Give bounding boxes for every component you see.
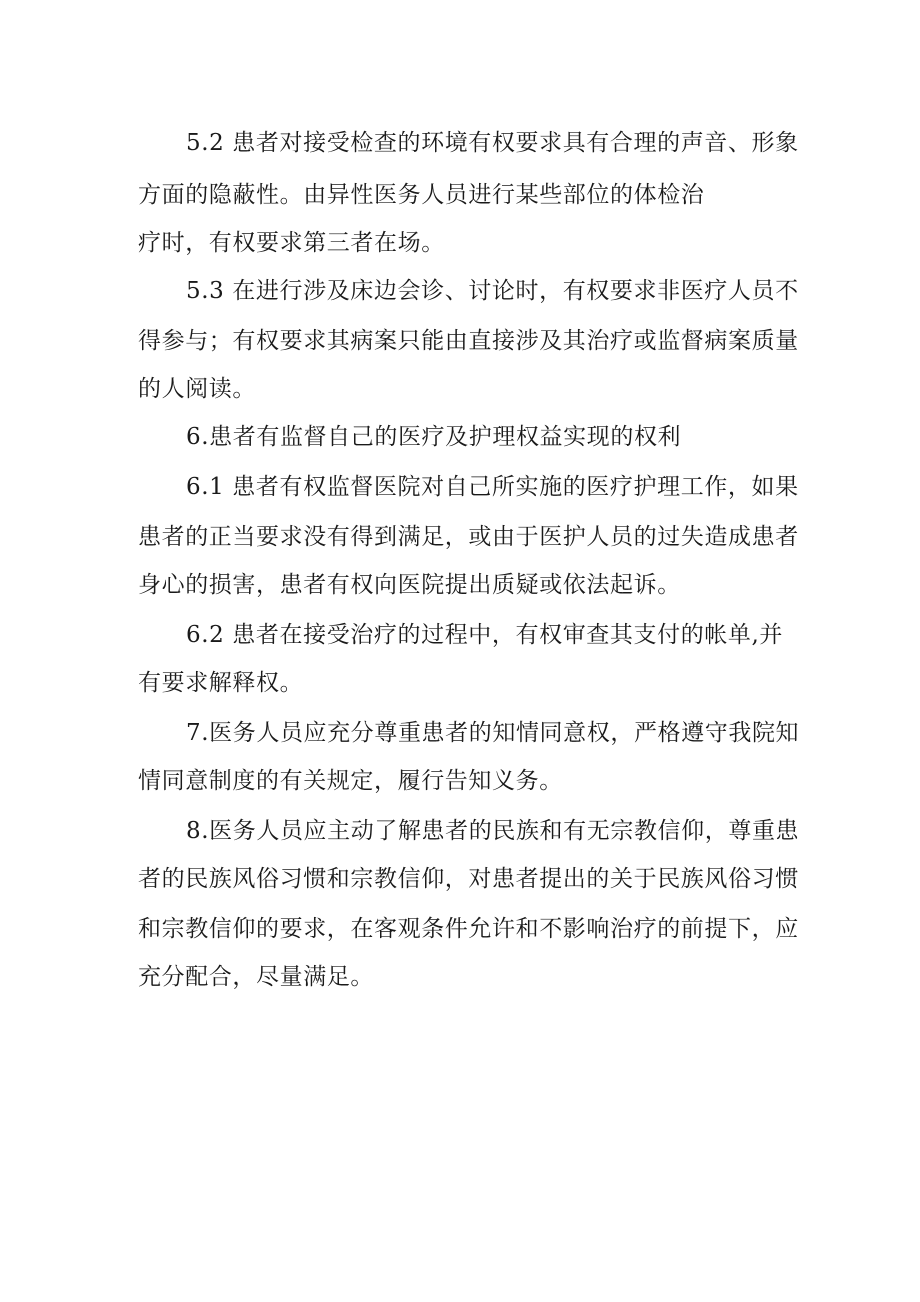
- paragraph-5-2-line-1: 5.2 患者对接受检查的环境有权要求具有合理的声音、形象: [186, 130, 799, 156]
- paragraph-6-2-line-2: 有要求解释权。: [138, 670, 304, 696]
- paragraph-8-line-4: 充分配合，尽量满足。: [138, 964, 374, 990]
- paragraph-5-2-line-3: 疗时，有权要求第三者在场。: [138, 230, 445, 256]
- paragraph-5-2-line-2: 方面的隐蔽性。由异性医务人员进行某些部位的体检治: [138, 182, 705, 208]
- paragraph-6-1-line-2: 患者的正当要求没有得到满足，或由于医护人员的过失造成患者: [138, 524, 799, 550]
- paragraph-6-1-line-1: 6.1 患者有权监督医院对自己所实施的医疗护理工作，如果: [186, 474, 799, 500]
- paragraph-6-1-line-3: 身心的损害，患者有权向医院提出质疑或依法起诉。: [138, 572, 681, 598]
- paragraph-6-2-line-1: 6.2 患者在接受治疗的过程中，有权审查其支付的帐单,并: [186, 622, 783, 648]
- paragraph-5-3-line-1: 5.3 在进行涉及床边会诊、讨论时，有权要求非医疗人员不: [186, 278, 799, 304]
- paragraph-7-line-1: 7.医务人员应充分尊重患者的知情同意权，严格遵守我院知: [186, 720, 800, 746]
- section-6-heading: 6.患者有监督自己的医疗及护理权益实现的权利: [186, 424, 682, 450]
- paragraph-5-3-line-3: 的人阅读。: [138, 376, 256, 402]
- paragraph-8-line-1: 8.医务人员应主动了解患者的民族和有无宗教信仰，尊重患: [186, 818, 800, 844]
- paragraph-8-line-2: 者的民族风俗习惯和宗教信仰，对患者提出的关于民族风俗习惯: [138, 866, 799, 892]
- paragraph-5-3-line-2: 得参与；有权要求其病案只能由直接涉及其治疗或监督病案质量: [138, 328, 799, 354]
- paragraph-8-line-3: 和宗教信仰的要求，在客观条件允许和不影响治疗的前提下，应: [138, 916, 799, 942]
- paragraph-7-line-2: 情同意制度的有关规定，履行告知义务。: [138, 768, 563, 794]
